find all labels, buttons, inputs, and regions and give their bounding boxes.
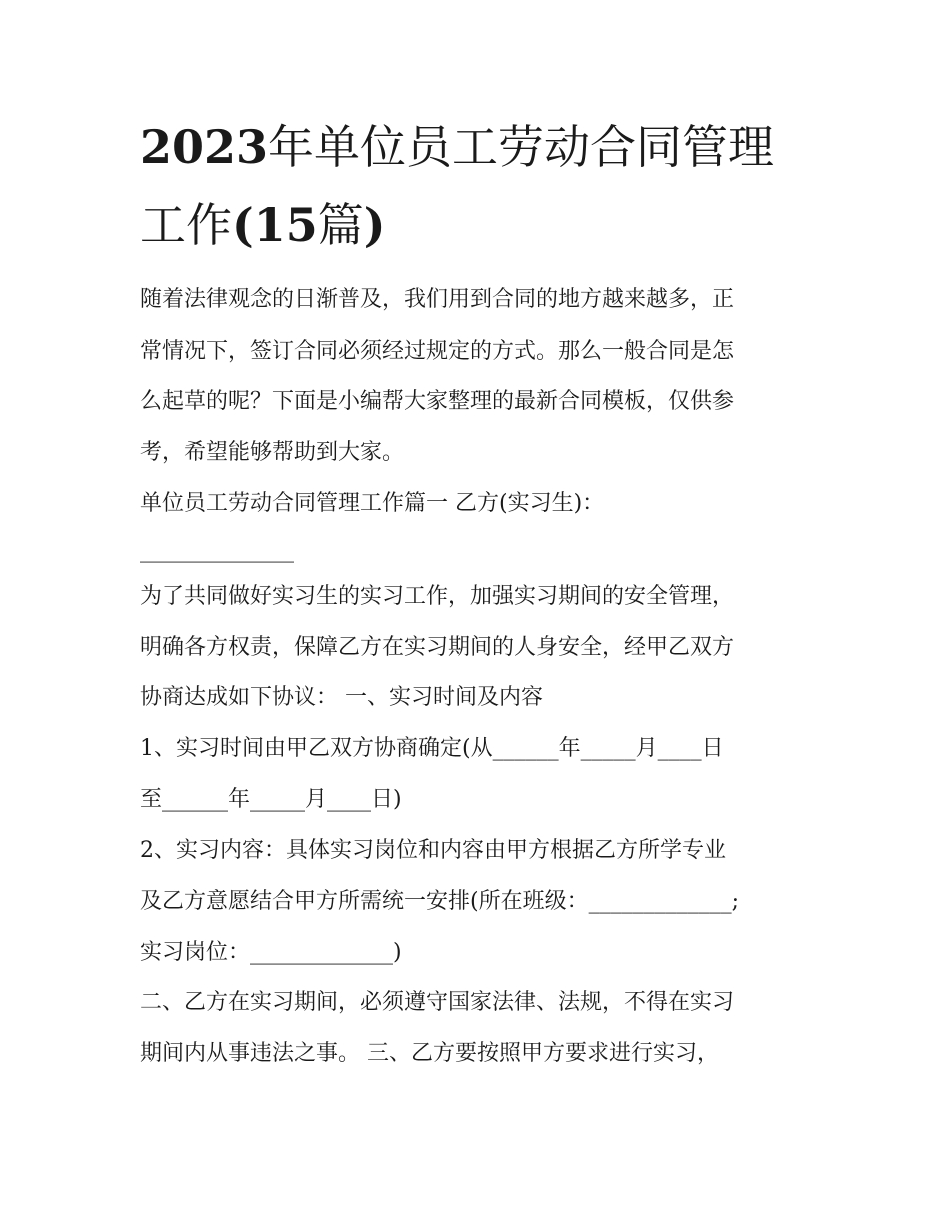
document-title-line-1: 2023年单位员工劳动合同管理 [140, 120, 775, 174]
paragraph-line: 期间内从事违法之事。 三、乙方要按照甲方要求进行实习， [140, 1041, 719, 1066]
blank-line: ______________ [140, 538, 294, 563]
paragraph-line: 么起草的呢？下面是小编帮大家整理的最新合同模板，仅供参 [140, 389, 735, 414]
paragraph-line: 随着法律观念的日渐普及，我们用到合同的地方越来越多，正 [140, 287, 735, 312]
paragraph-line: 明确各方权责，保障乙方在实习期间的人身安全，经甲乙双方 [140, 635, 735, 660]
paragraph-line: 常情况下，签订合同必须经过规定的方式。那么一般合同是怎 [140, 339, 735, 364]
paragraph-line: 1、实习时间由甲乙双方协商确定(从______年_____月____日 [140, 736, 724, 761]
paragraph-line: 二、乙方在实习期间，必须遵守国家法律、法规，不得在实习 [140, 990, 735, 1015]
paragraph-line: 及乙方意愿结合甲方所需统一安排(所在班级：_____________; [140, 889, 739, 914]
paragraph-line: 考，希望能够帮助到大家。 [140, 440, 405, 465]
paragraph-line: 协商达成如下协议： 一、实习时间及内容 [140, 685, 543, 710]
section-heading: 单位员工劳动合同管理工作篇一 乙方(实习生)： [140, 491, 605, 516]
paragraph-line: 至______年_____月____日) [140, 787, 402, 812]
paragraph-line: 实习岗位：_____________) [140, 940, 402, 965]
paragraph-line: 为了共同做好实习生的实习工作，加强实习期间的安全管理， [140, 584, 735, 609]
paragraph-line: 2、实习内容：具体实习岗位和内容由甲方根据乙方所学专业 [140, 838, 726, 863]
document-title-line-2: 工作(15篇) [140, 198, 386, 252]
